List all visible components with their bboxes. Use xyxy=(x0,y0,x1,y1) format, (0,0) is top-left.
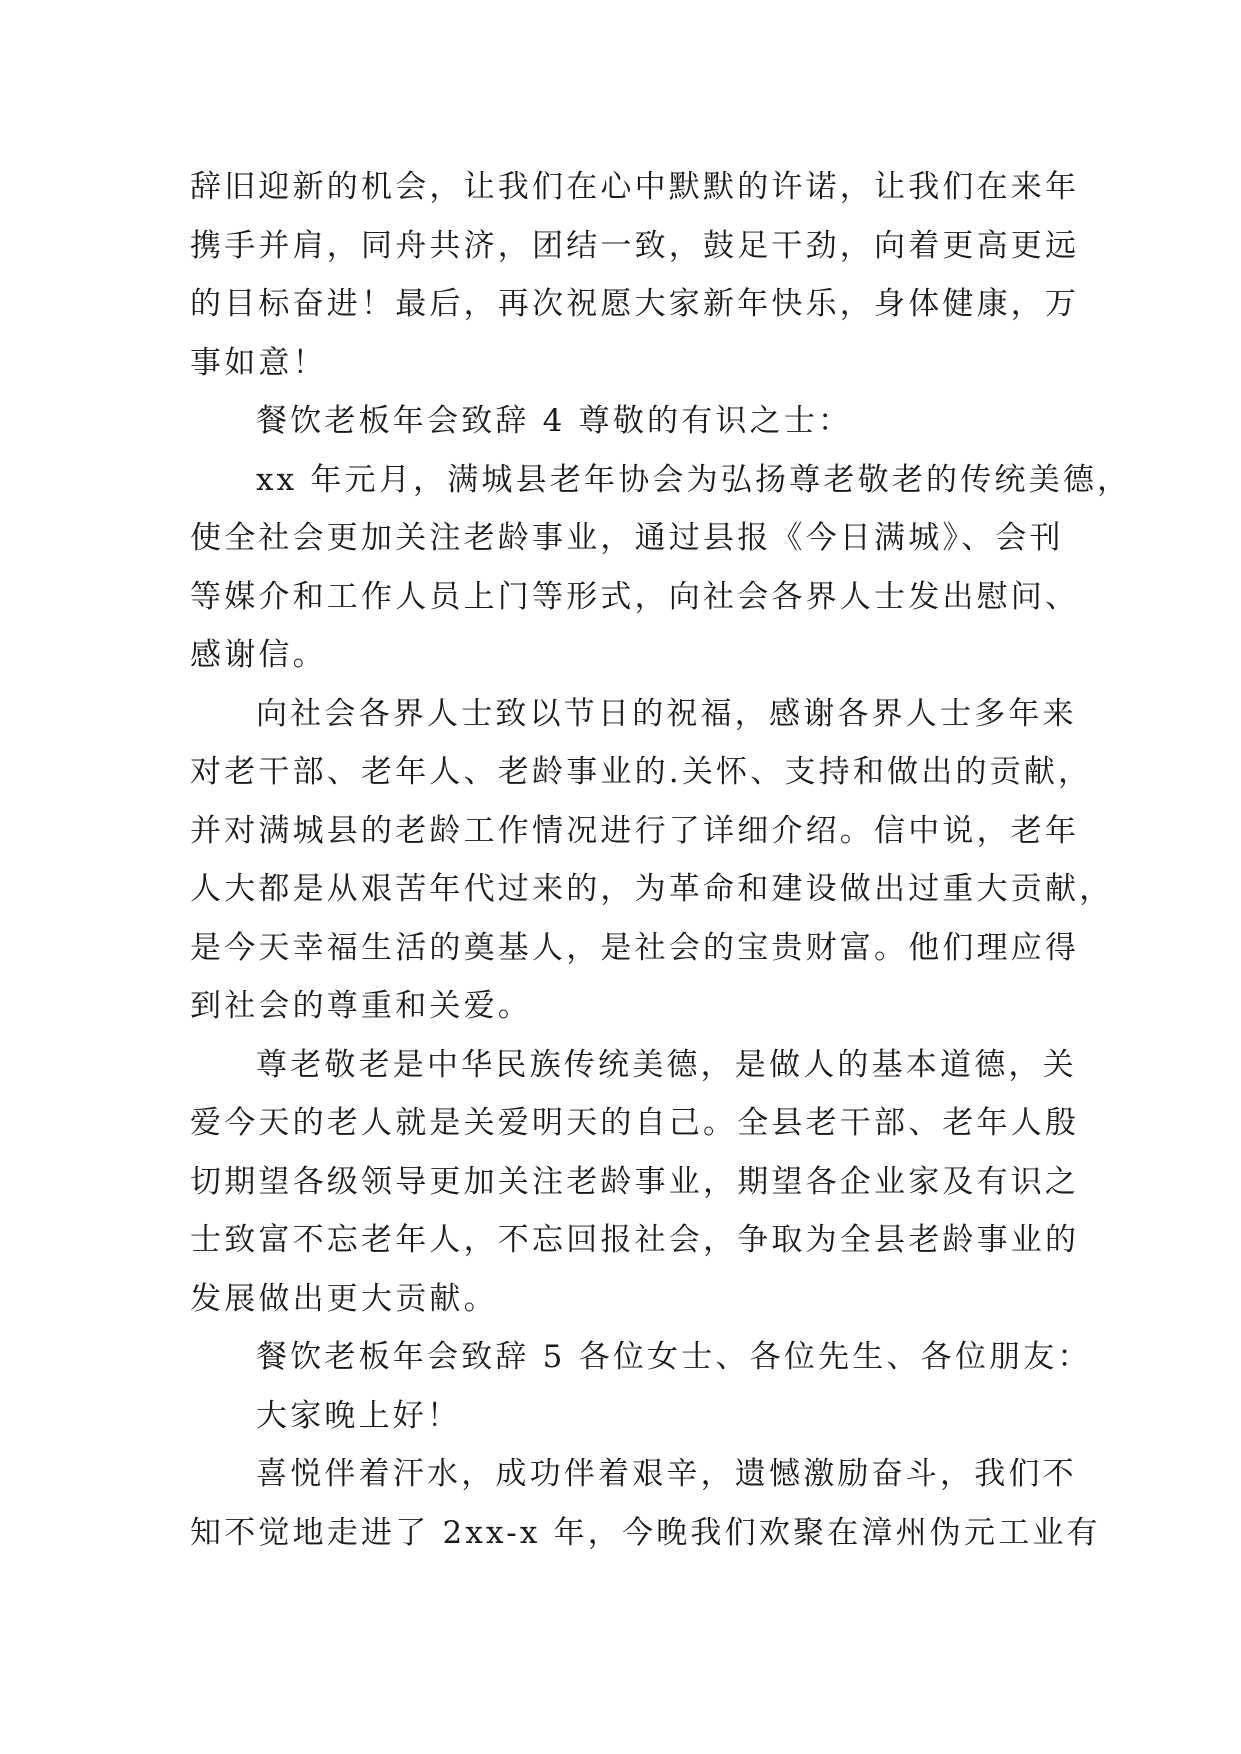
section-heading-5: 餐饮老板年会致辞 5 各位女士、各位先生、各位朋友： xyxy=(256,1339,1092,1375)
text-line: 感谢信。 xyxy=(190,637,327,673)
paragraph-start: xx 年元月，满城县老年协会为弘扬尊老敬老的传统美德， xyxy=(256,461,1132,498)
text-line: 发展做出更大贡献。 xyxy=(190,1280,498,1317)
text-line: 人大都是从艰苦年代过来的，为革命和建设做出过重大贡献， xyxy=(190,871,1114,907)
text-line: 知不觉地走进了 2xx-x 年，今晚我们欢聚在漳州伪元工业有 xyxy=(190,1514,1101,1551)
text-line: 的目标奋进！最后，再次祝愿大家新年快乐，身体健康，万 xyxy=(190,286,1080,322)
paragraph-start: 喜悦伴着汗水，成功伴着艰辛，遗憾激励奋斗，我们不 xyxy=(256,1456,1077,1492)
text-line: 并对满城县的老龄工作情况进行了详细介绍。信中说，老年 xyxy=(190,812,1080,849)
paragraph-start: 向社会各界人士致以节日的祝福，感谢各界人士多年来 xyxy=(256,695,1077,732)
text-line: 爱今天的老人就是关爱明天的自己。全县老干部、老年人殷 xyxy=(190,1105,1080,1141)
document-body xyxy=(190,158,1132,1562)
text-line: 到社会的尊重和关爱。 xyxy=(190,988,532,1024)
text-line: 切期望各级领导更加关注老龄事业，期望各企业家及有识之 xyxy=(190,1163,1080,1200)
paragraph-start: 尊老敬老是中华民族传统美德，是做人的基本道德，关 xyxy=(256,1046,1077,1083)
text-line: 事如意！ xyxy=(190,344,327,381)
section-heading-4: 餐饮老板年会致辞 4 尊敬的有识之士： xyxy=(256,403,853,439)
text-line: 士致富不忘老年人，不忘回报社会，争取为全县老龄事业的 xyxy=(190,1222,1080,1258)
greeting-line: 大家晚上好！ xyxy=(256,1397,462,1434)
text-line: 是今天幸福生活的奠基人，是社会的宝贵财富。他们理应得 xyxy=(190,929,1080,966)
text-line: 携手并肩，同舟共济，团结一致，鼓足干劲，向着更高更远 xyxy=(190,227,1080,264)
text-line: 对老干部、老年人、老龄事业的.关怀、支持和做出的贡献， xyxy=(190,754,1093,790)
text-line: 辞旧迎新的机会，让我们在心中默默的许诺，让我们在来年 xyxy=(190,169,1080,205)
text-line: 等媒介和工作人员上门等形式，向社会各界人士发出慰问、 xyxy=(190,578,1080,615)
text-line: 使全社会更加关注老龄事业，通过县报《今日满城》、会刊 xyxy=(190,520,1064,556)
